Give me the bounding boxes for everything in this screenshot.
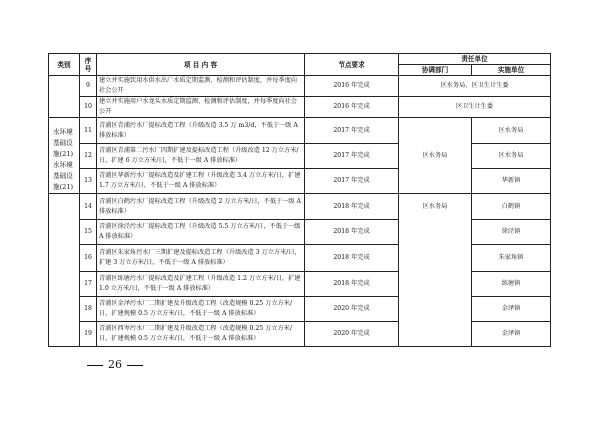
node-requirement: 2017 年完成 — [305, 144, 399, 169]
node-requirement: 2017 年完成 — [305, 169, 399, 194]
header-impl: 实施单位 — [472, 65, 551, 76]
project-content: 青浦区西岑污水厂二期扩建及升级改造工程（改造规模 0.25 万立方米/日，扩建规模 0.5 万立方米/日，不低于一级 A 排放标准） — [97, 322, 305, 347]
page-dash-right — [127, 365, 143, 366]
table-row — [49, 144, 551, 169]
row-number: 17 — [80, 272, 97, 297]
category-label: 水环境基础设施(21) — [53, 161, 74, 191]
table-row — [49, 118, 551, 144]
table-row — [49, 76, 551, 97]
impl-unit: 华新镇 — [472, 169, 551, 194]
page-dash-left — [87, 365, 103, 366]
node-requirement: 2018 年完成 — [305, 245, 399, 272]
node-requirement: 2018 年完成 — [305, 220, 399, 245]
impl-unit: 区水务局 — [472, 118, 551, 144]
project-content: 青浦区白鹤污水厂提标改造工程（升级改造 2 万立方米/日，不低于一级 A 排放标准） — [97, 194, 305, 220]
header-seq: 序号 — [80, 54, 97, 76]
impl-unit: 白鹤镇 — [472, 194, 551, 220]
table-row — [49, 220, 551, 245]
row-number: 16 — [80, 245, 97, 272]
category-cell — [49, 161, 80, 347]
project-content: 青浦区华新污水厂提标改造及扩建工程（升级改造 3.4 万立方米/日，扩建 1.7 万立方米/日，不低于一级 A 排放标准） — [97, 169, 305, 194]
impl-unit: 练塘镇 — [472, 272, 551, 297]
impl-unit: 朱家角镇 — [472, 245, 551, 272]
table-row — [49, 245, 551, 272]
category-cell-empty — [49, 76, 80, 118]
page-number-text: 26 — [108, 358, 122, 371]
project-content: 青浦区练塘污水厂提标改造及扩建工程（升级改造 1.2 万立方米/日，扩建 1.0 立方米/日，不低于一级 A 排放标准） — [97, 272, 305, 297]
project-table — [48, 53, 551, 347]
row-number: 14 — [80, 194, 97, 220]
row-number: 18 — [80, 297, 97, 322]
table-row — [49, 297, 551, 322]
table-row — [49, 272, 551, 297]
table-row — [49, 322, 551, 347]
row-number: 11 — [80, 118, 97, 144]
project-content: 青浦区徐泾污水厂提标改造工程（升级改造 5.5 万立方米/日，不低于一级 A 排放标准） — [97, 220, 305, 245]
header-coord: 协调部门 — [399, 65, 472, 76]
table-row — [49, 194, 551, 220]
project-content: 建立并实施饮用水供水出厂水质定期监测、检测和评估制度，并每季度向社会公开 — [97, 76, 305, 97]
page-number — [0, 358, 230, 371]
category-label: 水环境基础设施(21) — [53, 128, 74, 158]
coord-dept: 区水务局、区卫生计生委 — [399, 76, 551, 97]
header-category: 类别 — [49, 54, 80, 76]
node-requirement: 2018 年完成 — [305, 194, 399, 220]
row-number: 10 — [80, 97, 97, 118]
row-number: 13 — [80, 169, 97, 194]
project-content: 青浦区金泽污水厂二期扩建及升级改造工程（改造规模 0.25 万立方米/日，扩建规模 0.5 万立方米/日，不低于一级 A 排放标准） — [97, 297, 305, 322]
node-requirement: 2016 年完成 — [305, 76, 399, 97]
coord-dept: 区水务局 — [399, 118, 472, 194]
row-number: 12 — [80, 144, 97, 169]
project-content: 青浦区青浦第二污水厂四期扩建及提标改造工程（升级改造 12 万立方米/日，扩建 6 万立方米/日，不低于一级 A 排放标准） — [97, 144, 305, 169]
project-content: 建立并实施用户水龙头水质定期监测、检测和评估制度，并每季度向社会公开 — [97, 97, 305, 118]
table-row — [49, 97, 551, 118]
row-number: 9 — [80, 76, 97, 97]
row-number: 15 — [80, 220, 97, 245]
impl-unit: 金泽镇 — [472, 297, 551, 322]
header-node: 节点要求 — [305, 54, 399, 76]
impl-unit: 金泽镇 — [472, 322, 551, 347]
coord-dept: 区水务局 — [399, 194, 472, 347]
coord-dept: 区卫生计生委 — [399, 97, 551, 118]
table-row — [49, 169, 551, 194]
project-content: 青浦区朱家角污水厂三期扩建及提标改造工程（升级改造 3 万立方米/日，扩建 3 万立方米/日，不低于一级 A 排放标准） — [97, 245, 305, 272]
impl-unit: 区水务局 — [472, 144, 551, 169]
node-requirement: 2016 年完成 — [305, 97, 399, 118]
node-requirement: 2018 年完成 — [305, 272, 399, 297]
node-requirement: 2020 年完成 — [305, 297, 399, 322]
header-project: 项 目 内 容 — [97, 54, 305, 76]
header-responsible: 责任单位 — [399, 54, 551, 65]
node-requirement: 2020 年完成 — [305, 322, 399, 347]
impl-unit: 徐泾镇 — [472, 220, 551, 245]
row-number: 19 — [80, 322, 97, 347]
project-content: 青浦区青浦污水厂提标改造工程（升级改造 3.5 万 m3/d，不低于一级 A 排放标准） — [97, 118, 305, 144]
node-requirement: 2017 年完成 — [305, 118, 399, 144]
